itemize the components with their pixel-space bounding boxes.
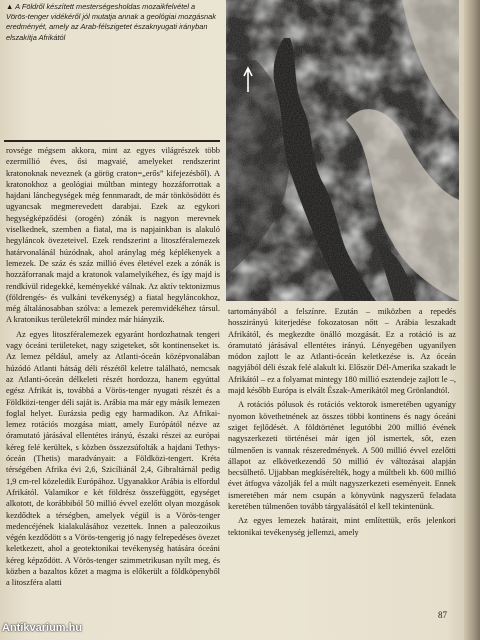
paragraph: Az egyes litoszféralemezek egyaránt hordozhatnak tengeri vagy óceáni területeket, nagy szigeteket, sőt kontinenseket is. Az lemez például, amely az Atlanti-óceán középvonalában húzódó Atlanti hátság déli részétől keletre található, nemcsak az Atlanti-óceán délkeleti részét hordozza, hanem egyúttal egész Afrikát is, továbbá a Vörös-tenger nyugati részét és a Földközi-tenger déli saját is. Arábia ma már egy másik lemezen foglal helyet. Eurázsia pedig egy harmadikon. Az Afrikai-lemez rotációs mozgása miatt, amely Európától nézve az óramutató járásával ellentétes irányú, északi részei az európai kéreg felé kerültek, s közben összezsúfolták a hajdani Tethys-óceán (Thetis) maradványait: a Földközi-tengert. Kréta térségében Afrika évi 2,6, Szicíliánál 2,4, Gibraltárnál pedig 1,9 cm-rel közeledik Európához. Ugyanakkor Arábia is elfordul Afrikától. Valamikor e két földrész összefüggött, egységet alkotott, de korábbiból 50 millió évvel ezelőtt olyan mozgások kezdődtek a térségben, amelyek végül is a Vörös-tenger medencéjének kialakulásához vezettek. Innen a paleozoikus végén kezdődött s a Vörös-tengerig jó nagy felrepedéses övezet keletkezett, ahol a geotektonikai tevékenység hatására óceáni kéreg képződött. A Vörös-tenger szimmetrikusan nyílt meg, és közben a bazaltos kőzet a magma is előkerült a földköpenyből a litoszféra alatti [6,329,220,588]
watermark: Antikvarium.hu [2,622,83,634]
image-caption [6,2,217,43]
right-column [228,306,456,628]
paragraph: rovsége mégsem akkora, mint az egyes világrészek több ezermillió éves, ősi magvaié, amelyeket rendszerint kratonoknak neveznek (a görög craton=„erős” kifejezésből). A kratonokhoz a geológiai múltban mintegy hozzáforrottak a hajdani lánchegységek még fennmaradt, de már tönkösödött és ugyancsak megmerevedett darabjai. Ezek az egykori hegységképződési (orogén) zónák is nagyon merevnek viselkednek, szemben a fiatal, ma is napjainkban is alakuló hegyláncok övezeteivel. Ezek rendszerint a litoszféralemezek határvonalánál húzódnak, ahol aránylag még képlékenyek a lemezek. De száz és száz millió éves életével ezek a zónák is hozzáforranak majd a kratonok valamelyikéhez, és így majd is rendkívül ridegekké, keményekké válnak. Az aktív tektonizmus (földrengés- és vulkáni tevékenység) a fiatal hegyláncokhoz, még általánosabban szólva: a lemezek peremvidékéhez társul. A kratonikus területekről mindez már hiányzik. [6,146,220,325]
paragraph: A rotációs pólusok és rotációs vektorok ismeretében ugyanígy nyomon követhetnének az összes többi kontinens és nagy óceáni sziget fejlődését. A földtörténet legutóbbi 200 millió évének nagyszerkezeti történései már igen jól ismertek, sőt, ezen túlmenően is vannak részeredmények. A 500 millió évvel ezelőtti állapot az elkövetkezendő 50 millió év változásai alapján becsülhető. Ujjabban megkísérelték, hogy a múltbeli kb. 600 millió évet átfogva vázolják fel a múlt nagyszerkezeti eseményeit. Ennek ismeretében már nem csupán a könyvünk nagyszerű feladata keretében túlmenően tovább tárgyalásától el kell tekintenünk. [228,400,456,512]
paragraph: Az egyes lemezek határait, mint említettük, erős jelenkori tektonikai tevékenység jellemzi, amely [228,516,456,537]
page-edge [464,0,480,640]
arrow-icon: ▲ [6,2,14,11]
left-column [6,145,220,621]
caption-text: A Földről készített mesterségesholdas mozaikfelvétel a Vörös-tenger vidékéről jól mutatja annak a geológiai mozgásnak eredményét, amely az Arab-félszigetet északnyugati irányban elszakítja Afrikától [6,2,216,42]
satellite-photo [226,0,459,301]
caption-divider [4,140,220,142]
paragraph: tartományából a felszínre. Ezután – miközben a repedés hosszirányú kiterjedése fokozatosan nőtt – Arábia leszakadt Afrikától, és megkezdte önálló mozgását. Ez a rotáció is az óramutató járásával ellentétes irányú. Lényegében ugyanilyen módon zajlott le az Atlanti-óceán keletkezése is. Az óceán nagyjából déli észak felé alakult ki. Először Dél-Amerika szakadt le Afrikától – ez a folyamat mintegy 180 millió esztendeje zajlott le –, majd később Európa is elvált Észak-Amerikától meg Grönlandtól. [228,307,456,396]
page-number: 87 [438,610,447,620]
